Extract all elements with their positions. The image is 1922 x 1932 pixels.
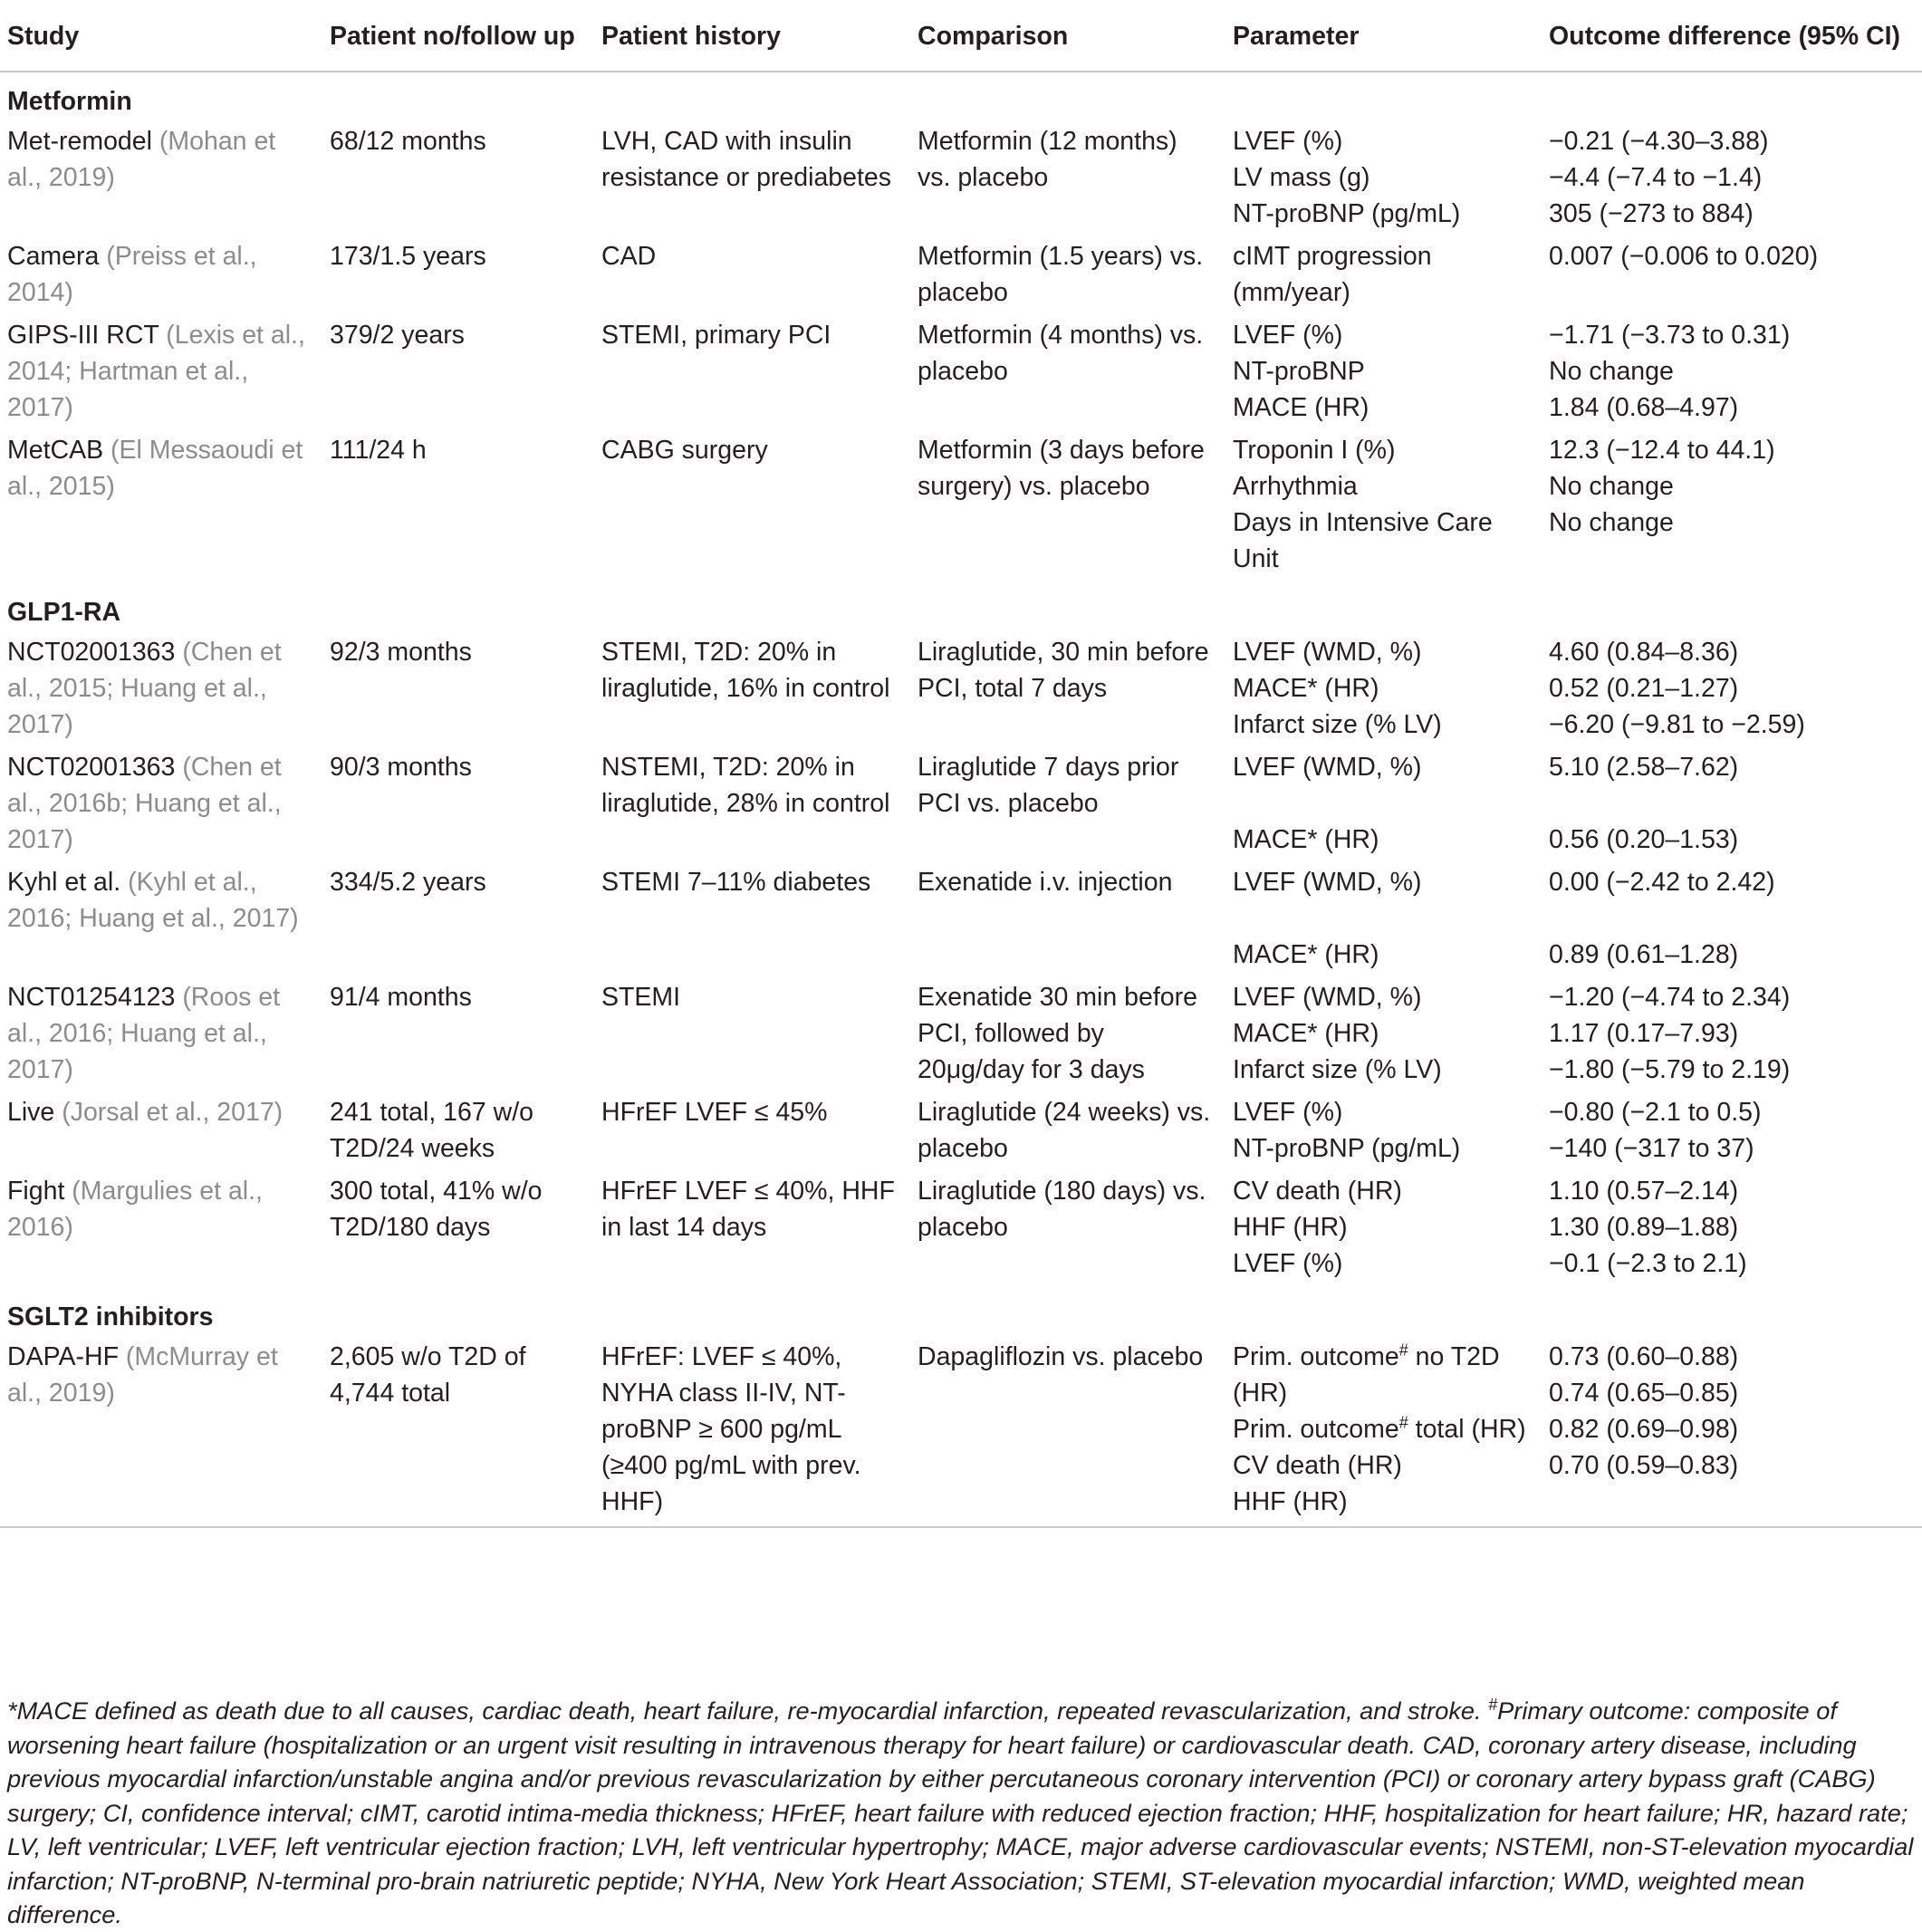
parameter-value: HHF (HR) <box>1233 1487 1348 1516</box>
header-patients: Patient no/follow up <box>322 13 594 72</box>
parameter-value: LV mass (g) <box>1233 163 1370 192</box>
history-cell: STEMI, T2D: 20% in liraglutide, 16% in control <box>601 638 890 703</box>
outcome-cell <box>1542 1094 1922 1173</box>
study-citation: (Kyhl et al., 2016; Huang et al., 2017) <box>7 868 299 933</box>
section-title: GLP1-RA <box>7 598 121 627</box>
parameter-value: NT-proBNP <box>1233 357 1365 386</box>
section-header-row <box>0 72 1922 123</box>
study-citation: (Margulies et al., 2016) <box>7 1177 263 1242</box>
comparison-cell: Metformin (4 months) vs. placebo <box>918 321 1204 386</box>
outcome-cell <box>1542 238 1922 317</box>
study-citation: (El Messaoudi et al., 2015) <box>7 436 303 501</box>
outcome-value: −0.80 (−2.1 to 0.5) <box>1549 1098 1762 1127</box>
outcome-value: −1.71 (−3.73 to 0.31) <box>1549 321 1791 350</box>
study-citation: (Lexis et al., 2014; Hartman et al., 2017) <box>7 321 305 422</box>
outcome-value: 0.89 (0.61–1.28) <box>1549 940 1739 969</box>
section-header-row <box>0 583 1922 634</box>
parameter-cell <box>1225 749 1542 864</box>
table-bottom-rule <box>0 1527 1922 1535</box>
parameter-value: Infarct size (% LV) <box>1233 710 1442 739</box>
parameter-value: LVEF (WMD, %) <box>1233 753 1422 782</box>
outcome-cell <box>1542 1173 1922 1288</box>
study-citation: (McMurray et al., 2019) <box>7 1342 278 1408</box>
parameter-value: Infarct size (% LV) <box>1233 1055 1442 1084</box>
parameter-value: LVEF (%) <box>1233 1098 1343 1127</box>
patients-cell: 2,605 w/o T2D of 4,744 total <box>330 1342 526 1408</box>
outcome-value: −0.21 (−4.30–3.88) <box>1549 127 1769 156</box>
study-name: NCT02001363 <box>7 753 176 782</box>
outcome-value: −140 (−317 to 37) <box>1549 1134 1754 1163</box>
study-name: Fight <box>7 1177 65 1206</box>
outcome-value <box>1549 900 1908 937</box>
outcome-cell <box>1542 123 1922 238</box>
study-name: NCT02001363 <box>7 638 176 667</box>
table-row <box>0 432 1922 583</box>
parameter-value: LVEF (WMD, %) <box>1233 638 1422 667</box>
study-cell <box>0 317 322 432</box>
parameter-value: MACE* (HR) <box>1233 940 1379 969</box>
table-body <box>0 72 1922 1535</box>
history-cell: STEMI <box>601 983 681 1012</box>
outcome-cell <box>1542 749 1922 864</box>
parameter-cell <box>1225 634 1542 749</box>
header-parameter: Parameter <box>1225 13 1542 72</box>
parameter-cell <box>1225 317 1542 432</box>
study-name: DAPA-HF <box>7 1342 119 1371</box>
comparison-cell: Liraglutide (180 days) vs. placebo <box>918 1177 1206 1242</box>
patients-cell: 334/5.2 years <box>330 868 486 897</box>
outcome-value: 1.17 (0.17–7.93) <box>1549 1019 1739 1048</box>
study-cell <box>0 864 322 979</box>
comparison-cell: Metformin (1.5 years) vs. placebo <box>918 242 1204 307</box>
parameter-value: MACE* (HR) <box>1233 825 1379 854</box>
outcome-cell <box>1542 1339 1922 1527</box>
patients-cell: 300 total, 41% w/o T2D/180 days <box>330 1177 543 1242</box>
history-cell: HFrEF: LVEF ≤ 40%, NYHA class II-IV, NT-proBNP ≥ 600 pg/mL (≥400 pg/mL with prev. HHF) <box>601 1342 861 1516</box>
patients-cell: 68/12 months <box>330 127 486 156</box>
header-history: Patient history <box>594 13 910 72</box>
table-row <box>0 1094 1922 1173</box>
parameter-value: LVEF (%) <box>1233 321 1343 350</box>
outcome-cell <box>1542 634 1922 749</box>
outcome-value: 12.3 (−12.4 to 44.1) <box>1549 436 1775 465</box>
outcome-value: No change <box>1549 472 1674 501</box>
study-name: GIPS-III RCT <box>7 321 159 350</box>
outcome-value: No change <box>1549 508 1674 537</box>
parameter-cell <box>1225 1094 1542 1173</box>
comparison-cell: Exenatide i.v. injection <box>918 868 1173 897</box>
parameter-value: MACE* (HR) <box>1233 1019 1379 1048</box>
parameter-value <box>1233 900 1527 937</box>
history-cell: HFrEF LVEF ≤ 45% <box>601 1098 828 1127</box>
patients-cell: 111/24 h <box>330 436 427 465</box>
outcome-value: 0.007 (−0.006 to 0.020) <box>1549 242 1819 271</box>
study-cell <box>0 238 322 317</box>
parameter-value: Days in Intensive Care Unit <box>1233 508 1493 573</box>
study-citation: (Roos et al., 2016; Huang et al., 2017) <box>7 983 281 1084</box>
table-row <box>0 634 1922 749</box>
section-header-row <box>0 1288 1922 1339</box>
parameter-value: CV death (HR) <box>1233 1177 1402 1206</box>
patients-cell: 90/3 months <box>330 753 472 782</box>
comparison-cell: Liraglutide 7 days prior PCI vs. placebo <box>918 753 1179 818</box>
comparison-cell: Metformin (3 days before surgery) vs. placebo <box>918 436 1205 501</box>
outcome-value: 5.10 (2.58–7.62) <box>1549 753 1739 782</box>
history-cell: CABG surgery <box>601 436 768 465</box>
table-header-row <box>0 13 1922 72</box>
outcome-value: 1.84 (0.68–4.97) <box>1549 393 1739 422</box>
study-citation: (Jorsal et al., 2017) <box>62 1098 283 1127</box>
outcome-value: 0.70 (0.59–0.83) <box>1549 1451 1739 1480</box>
outcome-value: 0.52 (0.21–1.27) <box>1549 674 1739 703</box>
outcome-value: 0.73 (0.60–0.88) <box>1549 1342 1739 1371</box>
parameter-value: LVEF (WMD, %) <box>1233 983 1422 1012</box>
study-name: MetCAB <box>7 436 104 465</box>
patients-cell: 173/1.5 years <box>330 242 486 271</box>
table-row <box>0 1173 1922 1288</box>
study-name: Met-remodel <box>7 127 152 156</box>
table-row <box>0 864 1922 979</box>
study-citation: (Chen et al., 2015; Huang et al., 2017) <box>7 638 282 739</box>
outcome-value: 305 (−273 to 884) <box>1549 199 1754 228</box>
parameter-cell <box>1225 432 1542 583</box>
study-citation: (Mohan et al., 2019) <box>7 127 276 192</box>
history-cell: NSTEMI, T2D: 20% in liraglutide, 28% in control <box>601 753 890 818</box>
patients-cell: 241 total, 167 w/o T2D/24 weeks <box>330 1098 533 1163</box>
table-bottom-rule-cell <box>0 1527 1922 1535</box>
parameter-value: Arrhythmia <box>1233 472 1358 501</box>
table-footnote: *MACE defined as death due to all causes, cardiac death, heart failure, re-myocardial infarction, repeated revascularization, and stroke. #Primary outcome: composite of worsening heart failure (hospitalization or an urgent visit resulting in intravenous therapy for heart failure) or cardiovascular death. CAD, coronary artery disease, including previous myocardial infarction/unstable angina and/or previous revascularization by either percutaneous coronary intervention (PCI) or coronary artery bypass graft (CABG) surgery; CI, confidence interval; cIMT, carotid intima-media thickness; HFrEF, heart failure with reduced ejection fraction; HHF, hospitalization for heart failure; HR, hazard rate; LV, left ventricular; LVEF, left ventricular ejection fraction; LVH, left ventricular hypertrophy; MACE, major adverse cardiovascular events; NSTEMI, non-ST-elevation myocardial infarction; NT-proBNP, N-terminal pro-brain natriuretic peptide; NYHA, New York Heart Association; STEMI, ST-elevation myocardial infarction; WMD, weighted mean difference. <box>7 1695 1914 1928</box>
parameter-value: NT-proBNP (pg/mL) <box>1233 1134 1461 1163</box>
header-comparison: Comparison <box>910 13 1225 72</box>
parameter-value: HHF (HR) <box>1233 1213 1348 1242</box>
outcome-value: 0.82 (0.69–0.98) <box>1549 1415 1739 1444</box>
study-name: Camera <box>7 242 100 271</box>
header-study: Study <box>0 13 322 72</box>
parameter-value: LVEF (%) <box>1233 1249 1343 1278</box>
history-cell: CAD <box>601 242 657 271</box>
patients-cell: 379/2 years <box>330 321 465 350</box>
patients-cell: 92/3 months <box>330 638 472 667</box>
outcome-value: −1.80 (−5.79 to 2.19) <box>1549 1055 1791 1084</box>
studies-table <box>0 13 1922 1535</box>
outcome-value: No change <box>1549 357 1674 386</box>
parameter-cell <box>1225 864 1542 979</box>
header-outcome: Outcome difference (95% CI) <box>1542 13 1922 72</box>
study-cell <box>0 749 322 864</box>
table-row <box>0 123 1922 238</box>
study-name: NCT01254123 <box>7 983 176 1012</box>
comparison-cell: Liraglutide (24 weeks) vs. placebo <box>918 1098 1211 1163</box>
outcome-value: 4.60 (0.84–8.36) <box>1549 638 1739 667</box>
outcome-value: 0.56 (0.20–1.53) <box>1549 825 1739 854</box>
study-cell <box>0 1094 322 1173</box>
parameter-value: cIMT progression (mm/year) <box>1233 242 1432 307</box>
parameter-value: NT-proBNP (pg/mL) <box>1233 199 1461 228</box>
parameter-value: LVEF (WMD, %) <box>1233 868 1422 897</box>
history-cell: HFrEF LVEF ≤ 40%, HHF in last 14 days <box>601 1177 895 1242</box>
study-name: Kyhl et al. <box>7 868 121 897</box>
outcome-value: 0.74 (0.65–0.85) <box>1549 1379 1739 1408</box>
history-cell: STEMI 7–11% diabetes <box>601 868 871 897</box>
parameter-value: LVEF (%) <box>1233 127 1343 156</box>
study-cell <box>0 979 322 1094</box>
table-row <box>0 979 1922 1094</box>
comparison-cell: Exenatide 30 min before PCI, followed by 20μg/day for 3 days <box>918 983 1197 1084</box>
parameter-cell <box>1225 1339 1542 1527</box>
patients-cell: 91/4 months <box>330 983 472 1012</box>
outcome-value: 0.00 (−2.42 to 2.42) <box>1549 868 1775 897</box>
parameter-value: Troponin I (%) <box>1233 436 1396 465</box>
study-name: Live <box>7 1098 55 1127</box>
comparison-cell: Metformin (12 months) vs. placebo <box>918 127 1177 192</box>
outcome-cell <box>1542 317 1922 432</box>
study-cell <box>0 1339 322 1527</box>
parameter-value: MACE (HR) <box>1233 393 1369 422</box>
outcome-value <box>1549 785 1908 822</box>
study-citation: (Chen et al., 2016b; Huang et al., 2017) <box>7 753 282 854</box>
parameter-cell <box>1225 979 1542 1094</box>
outcome-value: −1.20 (−4.74 to 2.34) <box>1549 983 1791 1012</box>
outcome-cell <box>1542 979 1922 1094</box>
outcome-cell <box>1542 432 1922 583</box>
history-cell: LVH, CAD with insulin resistance or prediabetes <box>601 127 892 192</box>
study-cell <box>0 1173 322 1288</box>
outcome-value: −4.4 (−7.4 to −1.4) <box>1549 163 1763 192</box>
outcome-value: 1.30 (0.89–1.88) <box>1549 1213 1739 1242</box>
study-cell <box>0 123 322 238</box>
parameter-cell <box>1225 238 1542 317</box>
table-row <box>0 1339 1922 1527</box>
study-cell <box>0 432 322 583</box>
parameter-value: CV death (HR) <box>1233 1451 1402 1480</box>
section-title: SGLT2 inhibitors <box>7 1302 214 1331</box>
outcome-value: −6.20 (−9.81 to −2.59) <box>1549 710 1805 739</box>
parameter-value: MACE* (HR) <box>1233 674 1379 703</box>
table-row <box>0 317 1922 432</box>
table-row <box>0 749 1922 864</box>
parameter-value: Prim. outcome# no T2D (HR) <box>1233 1341 1500 1408</box>
parameter-value <box>1233 785 1527 822</box>
outcome-value: 1.10 (0.57–2.14) <box>1549 1177 1739 1206</box>
outcome-value: −0.1 (−2.3 to 2.1) <box>1549 1249 1747 1278</box>
table-row <box>0 238 1922 317</box>
parameter-cell <box>1225 123 1542 238</box>
outcome-cell <box>1542 864 1922 979</box>
comparison-cell: Liraglutide, 30 min before PCI, total 7 days <box>918 638 1209 703</box>
history-cell: STEMI, primary PCI <box>601 321 831 350</box>
comparison-cell: Dapagliflozin vs. placebo <box>918 1342 1204 1371</box>
study-citation: (Preiss et al., 2014) <box>7 242 257 307</box>
section-title: Metformin <box>7 87 132 116</box>
parameter-cell <box>1225 1173 1542 1288</box>
study-cell <box>0 634 322 749</box>
parameter-value: Prim. outcome# total (HR) <box>1233 1413 1526 1444</box>
